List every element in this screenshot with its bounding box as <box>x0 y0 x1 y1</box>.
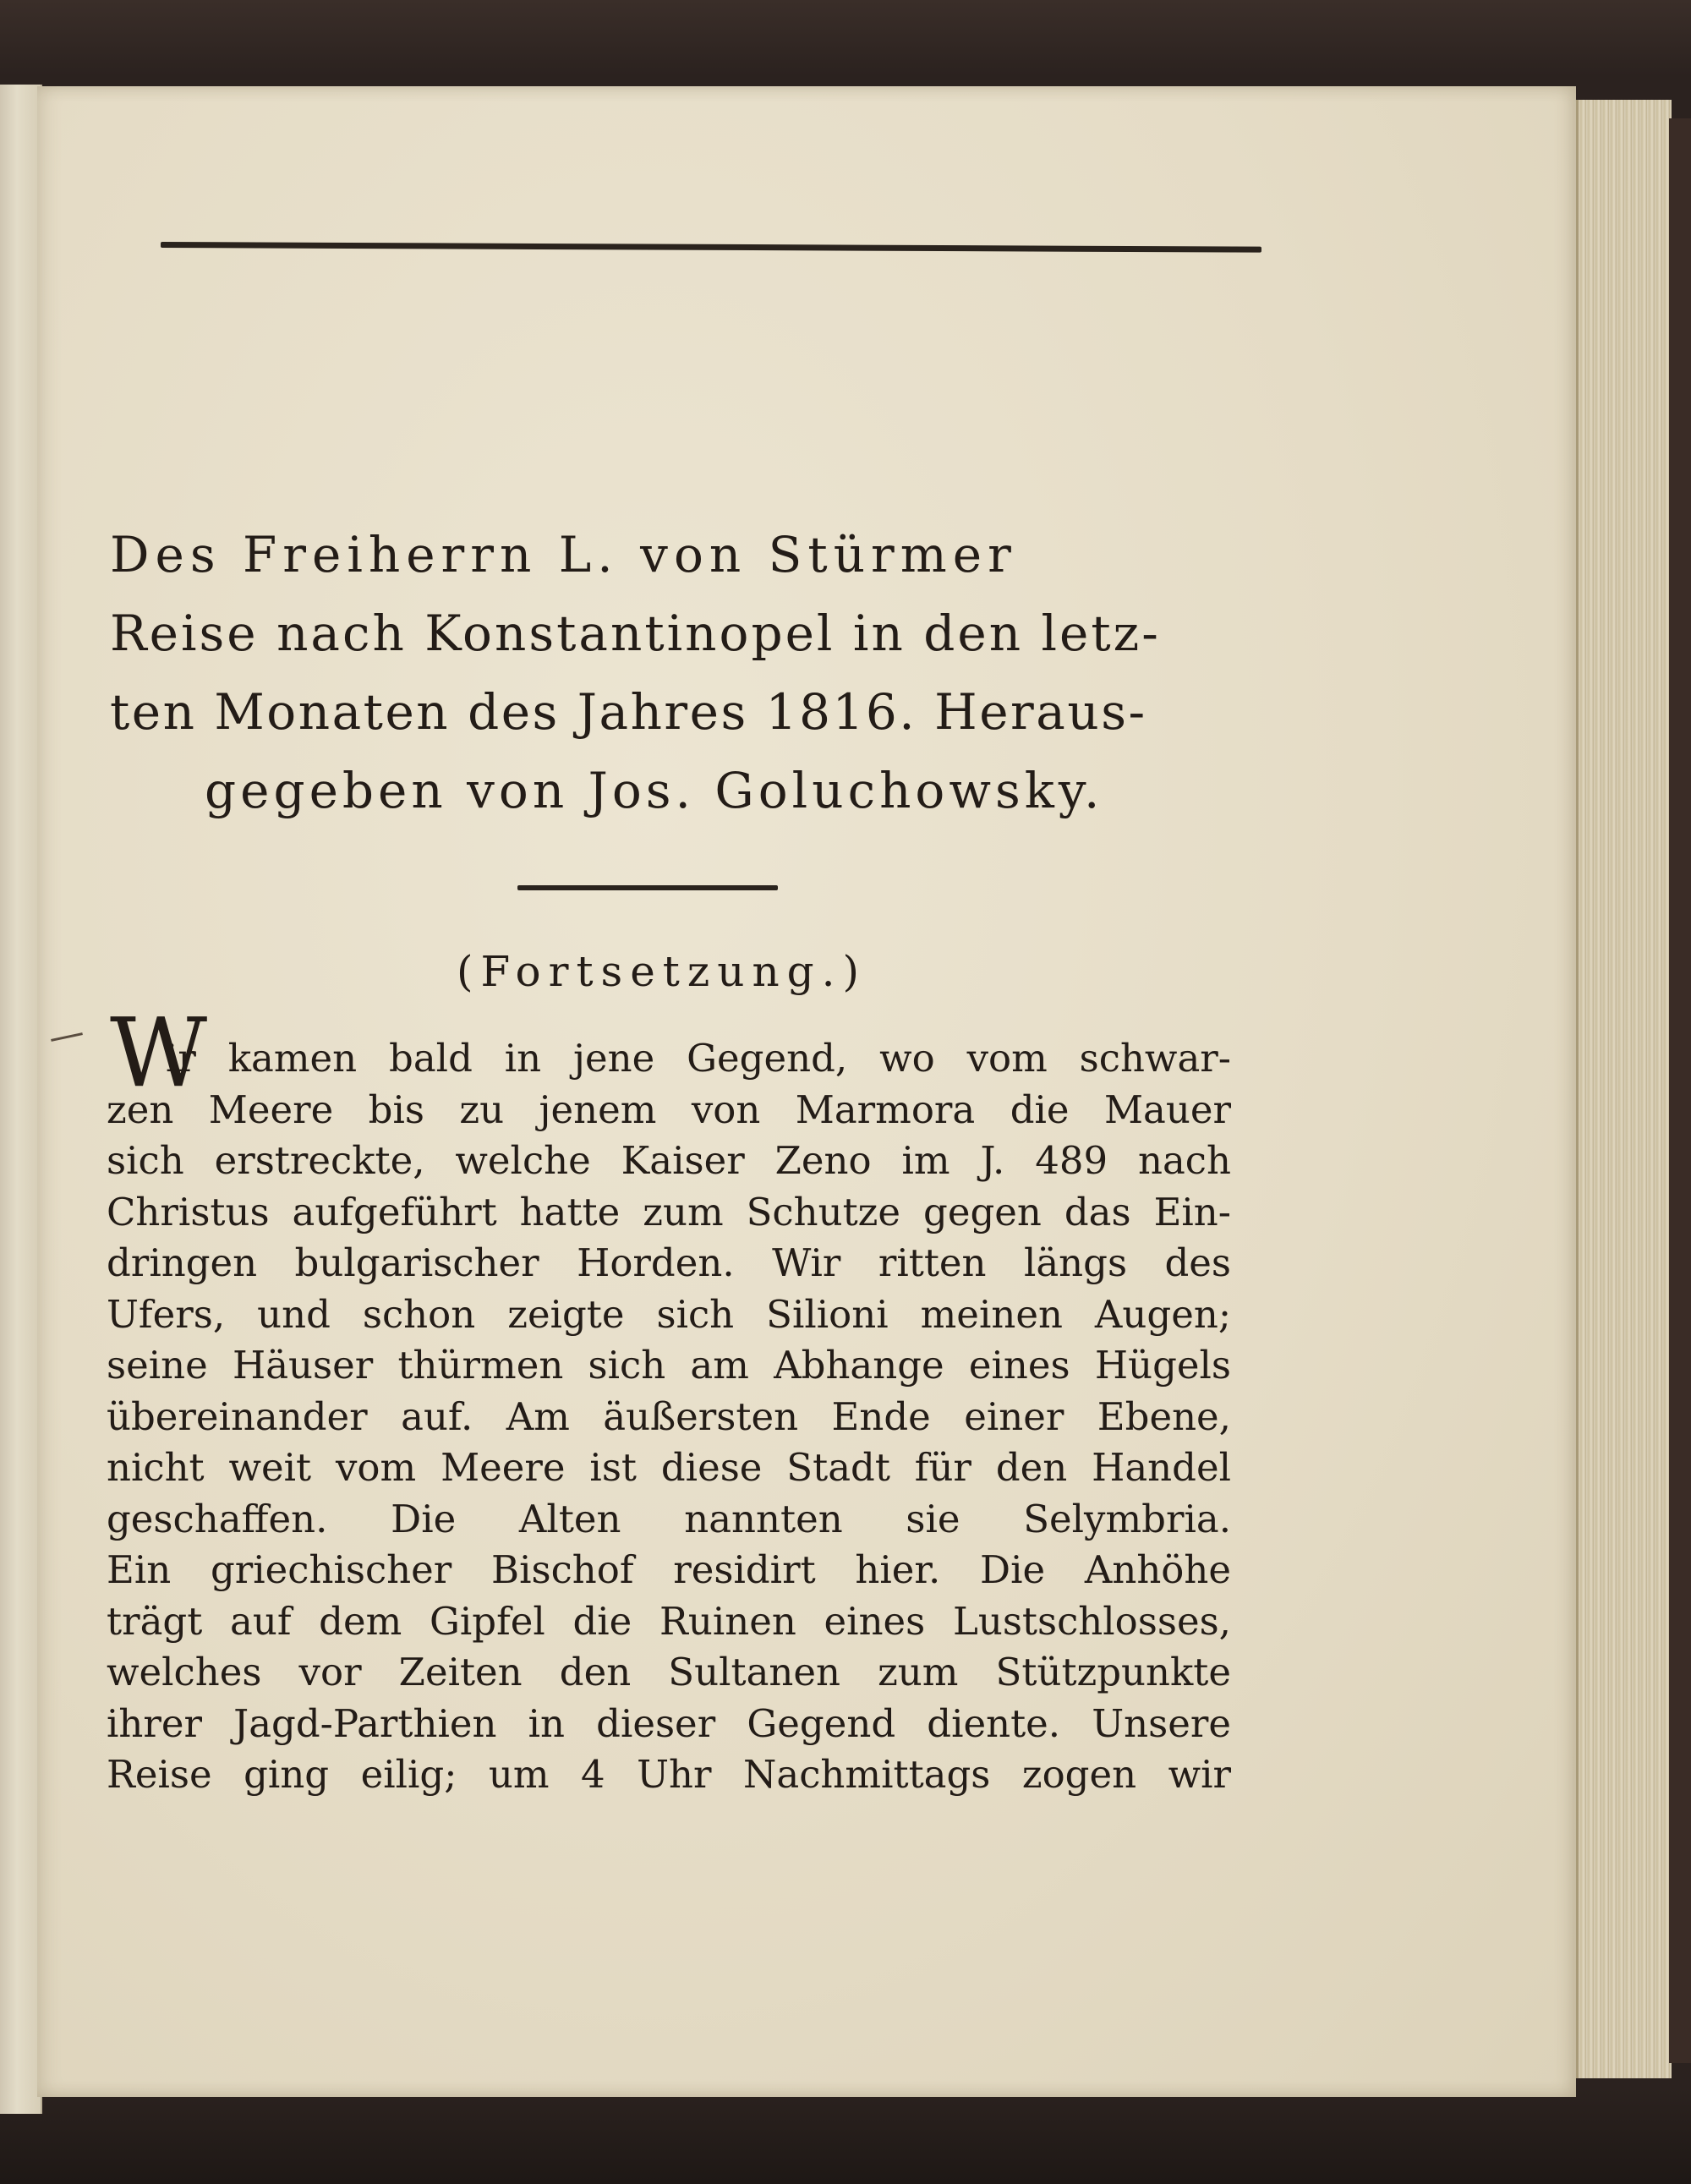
text-line: ir kamen bald in jene Gegend, wo vom schwar- <box>166 1036 1231 1081</box>
text-line: sich erstreckte, welche Kaiser Zeno im J. 489 nach <box>107 1138 1231 1183</box>
text-line: ihrer Jagd-Parthien in dieser Gegend diente. Unsere <box>107 1700 1231 1746</box>
section-divider <box>517 885 778 890</box>
text-line: zen Meere bis zu jenem von Marmora die Mauer <box>107 1087 1231 1132</box>
title-line: Reise nach Konstantinopel in den letz- <box>110 605 1161 662</box>
title-line: Des Freiherrn L. von Stürmer <box>110 526 1017 583</box>
text-line: dringen bulgarischer Horden. Wir ritten längs des <box>107 1240 1231 1285</box>
text-line: seine Häuser thürmen sich am Abhange eines Hügels <box>107 1343 1231 1388</box>
text-line: übereinander auf. Am äußersten Ende einer Ebene, <box>107 1393 1231 1439</box>
text-line: Ufers, und schon zeigte sich Silioni meinen Augen; <box>107 1291 1231 1337</box>
text-line: nicht weit vom Meere ist diese Stadt für den Handel <box>107 1445 1231 1490</box>
continuation-heading: (Fortsetzung.) <box>457 947 867 996</box>
text-line: Christus aufgeführt hatte zum Schutze gegen das Ein- <box>107 1189 1231 1234</box>
page-stack-edge <box>1576 100 1672 2078</box>
text-line: trägt auf dem Gipfel die Ruinen eines Lustschlosses, <box>107 1598 1231 1644</box>
drop-cap: W <box>110 999 208 1108</box>
article-title <box>110 516 1226 830</box>
cover-edge <box>1669 118 1691 2063</box>
text-line: Reise ging eilig; um 4 Uhr Nachmittags zogen wir <box>107 1752 1231 1797</box>
title-line: gegeben von Jos. Goluchowsky. <box>205 762 1104 819</box>
text-line: welches vor Zeiten den Sultanen zum Stützpunkte <box>107 1650 1231 1694</box>
title-line: ten Monaten des Jahres 1816. Heraus- <box>110 683 1147 741</box>
body-paragraph <box>107 1033 1231 1801</box>
previous-page-edge <box>0 85 42 2114</box>
text-line: Ein griechischer Bischof residirt hier. Die Anhöhe <box>107 1547 1231 1592</box>
text-line: geschaffen. Die Alten nannten sie Selymbria. <box>107 1496 1231 1541</box>
